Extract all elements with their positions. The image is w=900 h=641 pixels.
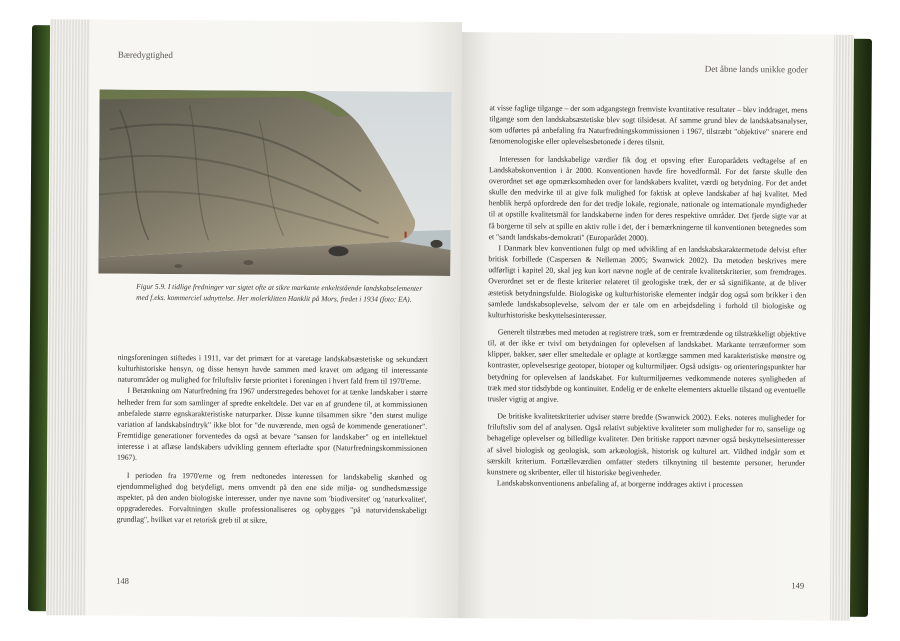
paragraph: Generelt tilstræbes med metoden at registrere træk, som er fremtrædende og tilstrækkeligt objektive til, at der ikke er tvivl om betydningen for oplevelsen af landskabet. Markante terrænformer som klipper, bakker, søer eller smeltedale er oplagte at kortlægge sammen med karakteristiske mønstre og kontraster, oplevelsesrige geotoper, biotoper og kulturmiljøer. Også udsigts- og orienteringspunkter har betydning for oplevelsen af landskabet. For kulturmiljøernes vedkommende noteres synligheden af træk med stor tidsdybde og kontinuitet. Endelig er de enkelte elementers aktuelle tilstand og eventuelle trusler vigtig at angive. <box>487 327 806 404</box>
left-body-text <box>117 352 428 528</box>
left-page-number: 148 <box>116 575 129 586</box>
paragraph: I perioden fra 1970'erne og frem nedtonedes interessen for landskabelig skønhed og ejendommelighed dog betydeligt, mens omvendt på den ene side miljø- og sundhedsmæssige aspekter, på den anden biologiske interesser, under nye navne som 'biodiversitet' og 'naturkvalitet', oppgraderedes. Forvaltningen skulle professionaliseres og opbygges "på naturvidenskabeligt grundlag", hvilket var et retorisk greb til at sikre, <box>116 470 427 525</box>
right-running-head: Det åbne lands unikke goder <box>704 63 808 75</box>
left-running-head: Bæredygtighed <box>117 49 173 61</box>
figure-caption: Figur 5.9. I tidlige fredninger var sigtet ofte at sikre markante enkeltstående landskabselementer med f.eks. kommerciel udnyttelse. Her molerklitten Hanklit på Mors, fredet i 1934 (foto: EA). <box>136 281 423 304</box>
paragraph: ningsforeningen stiftedes i 1911, var det primært for at varetage landskabsæstetiske og sekundært kulturhistoriske hensyn, og disse hensyn havde sammen med kravet om adgang til interessante naturområder og mulighed for friluftsliv første prioritet i foreningen i hvert fald frem til 1970'erne. <box>117 352 428 387</box>
paragraph: at visse faglige tilgange – der som adgangstegn fremviste kvantitative resultater – blev inddraget, mens tilgange som den landskabsæstetiske blev sogt tilsidesat. Af samme grund blev de landskabsanalyser, som udførtes på anbefaling fra Naturfredningskommissionen i 1967, tilstræbt "objektive" snarere end fænomenologiske eller oplevelsesbetonede i deres tilsnit. <box>489 103 808 147</box>
paragraph: I Danmark blev konventionen fulgt op med udvikling af en landskabskaraktermetode delvist efter britisk forbillede (Caspersen & Nelleman 2005; Swanwick 2002). Da metoden beskrives mere udførligt i kapitel 20, skal jeg kun kort nævne nogle af de centrale kvalitetskriterier, som fremdrages. Overordnet set er de fleste kriterier relateret til geologiske træk, der er så signifikante, at de bliver æstetisk betydningsfulde. Biologiske og kulturhistoriske elementer indgår dog også som brikker i den samlede landskabsoplevelse, selvom der er tale om en arbejdsdeling i forhold til biologiske og kulturhistoriske beskyttelsesinteresser. <box>488 243 807 320</box>
paragraph: De britiske kvalitetskriterier udviser større bredde (Swanwick 2002). F.eks. noteres muligheder for friluftsliv som del af analysen. Også relativt subjektive kvaliteter som muligheder for ro, sanselige og behagelige oplevelser og billedlige kvaliteter. Den britiske rapport nævner også beskyttelsesinteresser af såvel biologisk og geologisk, som arkæologisk, historisk og kulturel art. Vildhed indgår som et særskilt kriterium. Fortælleværdien omfatter steders tilknytning til bestemte personer, herunder kunstnere og skribenter, eller til historiske begivenheder. <box>486 411 806 478</box>
paragraph: Landskabskonventionens anbefaling af, at borgerne inddrages aktivt i processen <box>496 478 743 490</box>
cliff-photo <box>98 90 451 276</box>
paragraph: Interessen for landskabelige værdier fik dog et opsving efter Europarådets vedtagelse af en Landskabskonvention i år 2000. Konventionen havde fire hovedformål. For det første skulle den overordnet set øge opmærksomheden over for landskabers kvalitet, værdi og betydning. For det andet skulle den medvirke til at give folk mulighed for faktisk at opleve landskaber af høj kvalitet. Med henblik herpå opfordrede den for det tredje lokale, regionale, nationale og internationale myndigheder til at opstille kvalitetsmål for landskaberne inden for deres respektive områder. Det fjerde sigte var at få borgerne til selv at spille en aktiv rolle i det, der i bemærkningerne til konventionen betegnedes som et "sandt landskabs-demokrati" (Europarådet 2000). <box>488 153 808 243</box>
open-book <box>28 19 872 623</box>
right-page-number: 149 <box>791 580 805 591</box>
paragraph: I Betænkning om Naturfredning fra 1967 understregedes behovet for at tænke landskaber i større helheder frem for som samlinger af spredte enkeltdele. Det var en af grundene til, at kommissionen anbefalede større egnskarakteristiske naturparker. Disse kunne tilsammen sikre "den størst mulige variation af landskabsindtryk" ikke blot for "de nuværende, men også de kommende generationer". Fremtidige generationer forventedes da også at bevare "sansen for landskaber" og en intellektuel interesse i at aflæse landskabers udvikling gennem efterladte spor (Naturfredningskommissionen 1967). <box>117 386 428 463</box>
right-body-text <box>487 102 808 490</box>
right-page <box>458 32 834 621</box>
cliff-photo-image <box>98 90 451 276</box>
left-page <box>86 19 462 618</box>
